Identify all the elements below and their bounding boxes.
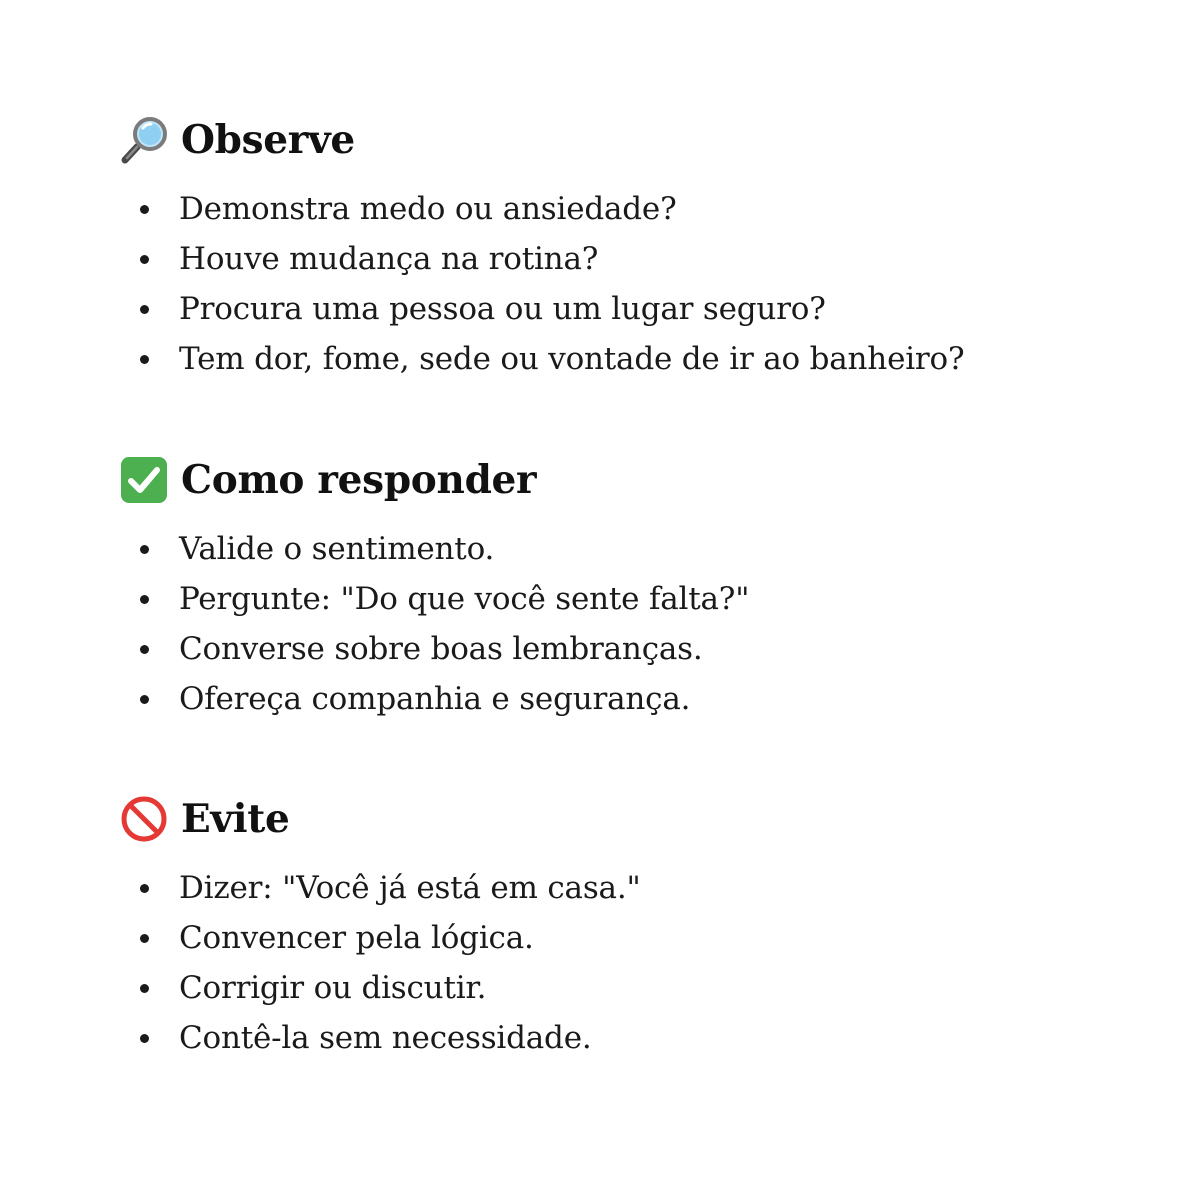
bullet (140, 695, 149, 704)
bullet (140, 645, 149, 654)
list-item (119, 334, 1119, 384)
section-title: Evite (181, 796, 290, 842)
list-item (119, 913, 1119, 963)
section-heading (119, 793, 1119, 845)
list-item (119, 1013, 1119, 1063)
list-item-text: Converse sobre boas lembranças. (179, 631, 703, 667)
list-item (119, 284, 1119, 334)
section-heading (119, 114, 1119, 166)
bullet (140, 205, 149, 214)
list-item-text: Tem dor, fome, sede ou vontade de ir ao banheiro? (179, 341, 965, 377)
bullet (140, 984, 149, 993)
bullet (140, 545, 149, 554)
list-item (119, 674, 1119, 724)
list-item (119, 574, 1119, 624)
magnifying-glass-icon (119, 115, 169, 165)
list-item (119, 963, 1119, 1013)
list-item-text: Corrigir ou discutir. (179, 970, 487, 1006)
list-item-text: Contê-la sem necessidade. (179, 1020, 592, 1056)
bullet (140, 934, 149, 943)
bullet (140, 595, 149, 604)
list-item-text: Pergunte: "Do que você sente falta?" (179, 581, 750, 617)
section-evite (119, 793, 1119, 1063)
section-observe (119, 114, 1119, 384)
bullet (140, 355, 149, 364)
list-item-text: Procura uma pessoa ou um lugar seguro? (179, 291, 826, 327)
bullet (140, 884, 149, 893)
section-como-responder (119, 454, 1119, 724)
list-item-text: Valide o sentimento. (179, 531, 495, 567)
bullet (140, 255, 149, 264)
list-item (119, 234, 1119, 284)
list-item-text: Convencer pela lógica. (179, 920, 534, 956)
check-mark-icon (119, 455, 169, 505)
list-item-text: Houve mudança na rotina? (179, 241, 599, 277)
section-title: Como responder (181, 457, 537, 503)
section-title: Observe (181, 117, 355, 163)
item-list (119, 524, 1119, 724)
list-item-text: Ofereça companhia e segurança. (179, 681, 691, 717)
prohibited-icon (119, 794, 169, 844)
list-item-text: Dizer: "Você já está em casa." (179, 870, 641, 906)
item-list (119, 863, 1119, 1063)
list-item (119, 524, 1119, 574)
list-item (119, 184, 1119, 234)
bullet (140, 1034, 149, 1043)
bullet (140, 305, 149, 314)
item-list (119, 184, 1119, 384)
list-item-text: Demonstra medo ou ansiedade? (179, 191, 677, 227)
section-heading (119, 454, 1119, 506)
list-item (119, 624, 1119, 674)
list-item (119, 863, 1119, 913)
